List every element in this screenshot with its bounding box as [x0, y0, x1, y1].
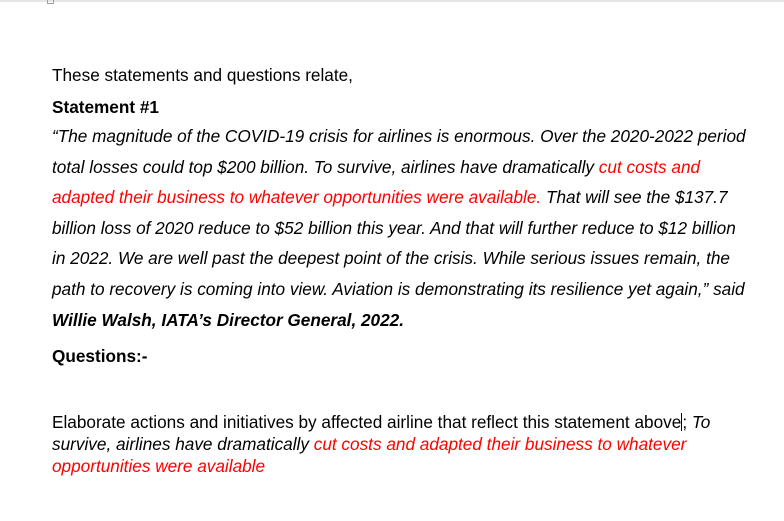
- document-body[interactable]: [52, 64, 752, 477]
- statement-quote: [52, 121, 752, 335]
- page-top-border: [0, 0, 784, 2]
- quote-attribution: Willie Walsh, IATA’s Director General, 2022.: [52, 309, 405, 330]
- question-plain-text: Elaborate actions and initiatives by affected airline that reflect this statement above: [52, 412, 682, 433]
- question-paragraph: [52, 411, 752, 477]
- quote-highlight: cut costs and adapted their business to whatever opportunities were available.: [52, 156, 701, 208]
- question-separator: ;: [682, 412, 688, 433]
- statement-heading: Statement #1: [52, 97, 159, 117]
- question-highlight: cut costs and adapted their business to whatever opportunities were available: [52, 434, 687, 477]
- page-corner-marker: [47, 0, 54, 4]
- quote-text-part1: “The magnitude of the COVID-19 crisis for airlines is enormous. Over the 2020-2022 period total losses could top $200 billion. To survive, airlines have dramatically: [52, 126, 746, 177]
- quote-text-part2: That will see the $137.7 billion loss of 2020 reduce to $52 billion this year. And that will further reduce to $12 billion in 2022. We are well past the deepest point of the crisis. While serious issues remain, the path to recovery is coming into view. Aviation is demonstrating its resilience yet again,” said: [52, 187, 745, 299]
- questions-heading: Questions:-: [52, 346, 148, 367]
- question-italic-text: To survive, airlines have dramatically: [52, 412, 711, 455]
- intro-line: These statements and questions relate,: [52, 65, 353, 85]
